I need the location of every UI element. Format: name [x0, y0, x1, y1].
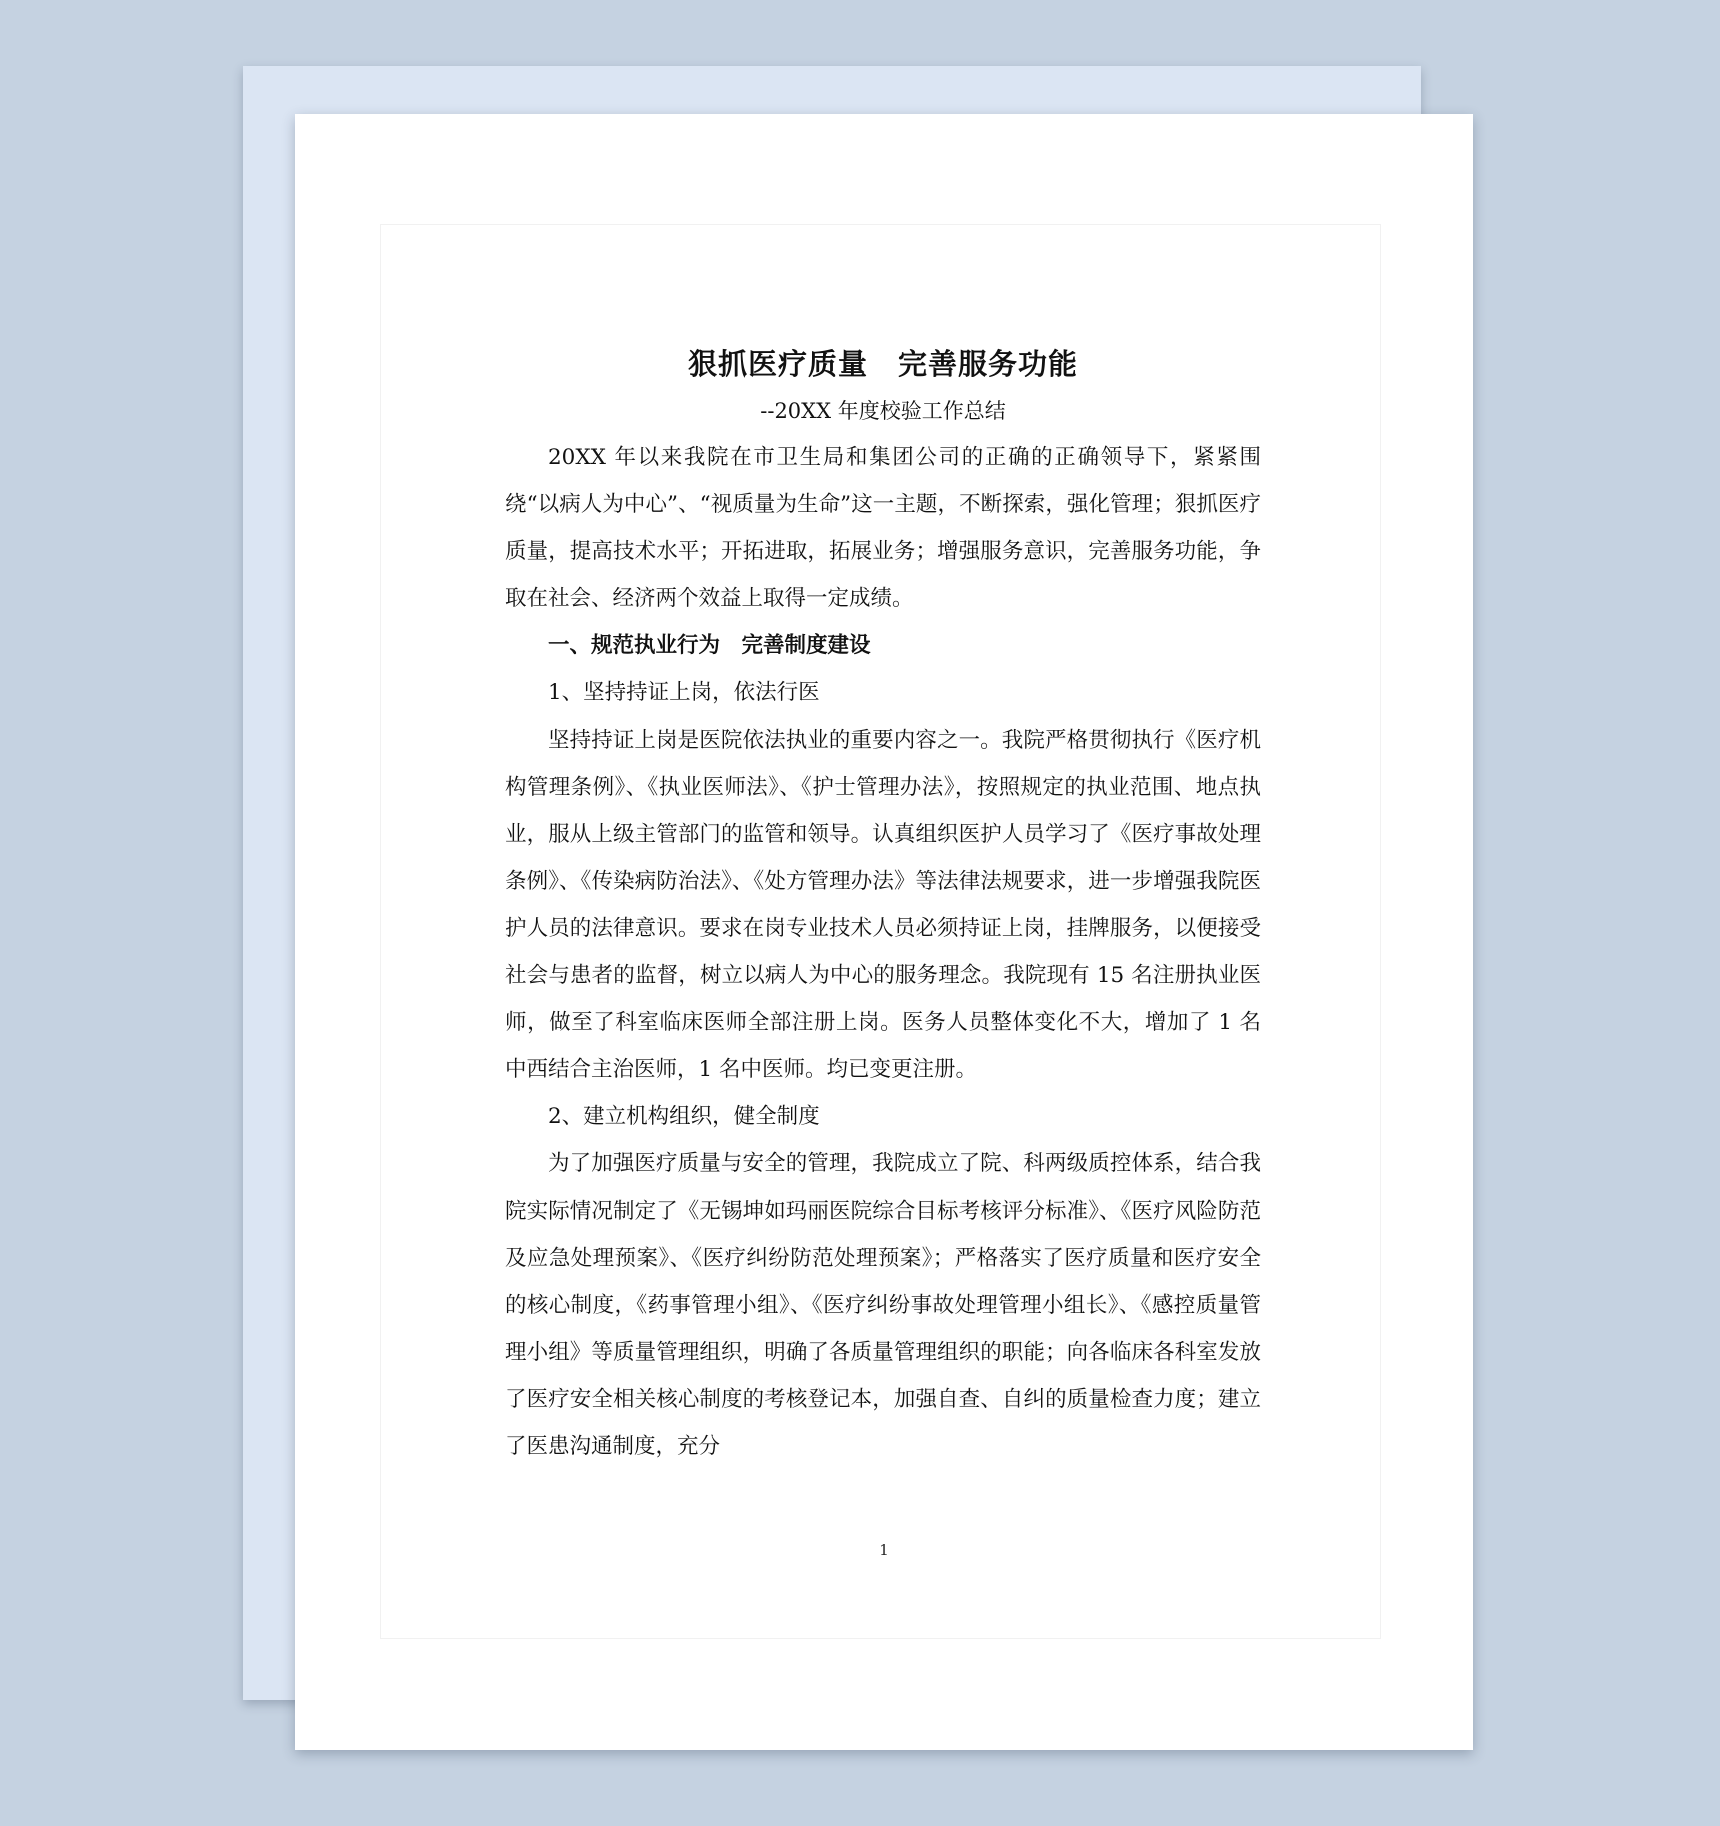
subsection-2-heading: 2、建立机构组织，健全制度 — [548, 1104, 820, 1130]
document-body — [505, 340, 1261, 1470]
page-number: 1 — [879, 1541, 889, 1559]
subsection-1-heading: 1、坚持持证上岗，依法行医 — [548, 680, 820, 706]
document-page — [295, 114, 1473, 1750]
section-1-heading: 一、规范执业行为 完善制度建设 — [548, 633, 871, 659]
intro-paragraph: 20XX 年以来我院在市卫生局和集团公司的正确的正确领导下，紧紧围绕“以病人为中心”、“视质量为生命”这一主题，不断探索，强化管理；狠抓医疗质量，提高技术水平；开拓进取，拓展业务；增强服务意识，完善服务功能，争取在社会、经济两个效益上取得一定成绩。 — [505, 445, 1261, 612]
document-title: 狠抓医疗质量 完善服务功能 — [687, 347, 1078, 381]
subsection-1-paragraph: 坚持持证上岗是医院依法执业的重要内容之一。我院严格贯彻执行《医疗机构管理条例》、《执业医师法》、《护士管理办法》，按照规定的执业范围、地点执业，服从上级主管部门的监管和领导。认真组织医护人员学习了《医疗事故处理条例》、《传染病防治法》、《处方管理办法》等法律法规要求，进一步增强我院医护人员的法律意识。要求在岗专业技术人员必须持证上岗，挂牌服务，以便接受社会与患者的监督，树立以病人为中心的服务理念。我院现有 15 名注册执业医师，做至了科室临床医师全部注册上岗。医务人员整体变化不大，增加了 1 名中西结合主治医师，1 名中医师。均已变更注册。 — [505, 727, 1261, 1083]
subsection-2-paragraph: 为了加强医疗质量与安全的管理，我院成立了院、科两级质控体系，结合我院实际情况制定了《无锡坤如玛丽医院综合目标考核评分标准》、《医疗风险防范及应急处理预案》、《医疗纠纷防范处理预案》；严格落实了医疗质量和医疗安全的核心制度，《药事管理小组》、《医疗纠纷事故处理管理小组长》、《感控质量管理小组》等质量管理组织，明确了各质量管理组织的职能；向各临床各科室发放了医疗安全相关核心制度的考核登记本，加强自查、自纠的质量检查力度；建立了医患沟通制度，充分 — [505, 1151, 1261, 1459]
document-subtitle: --20XX 年度校验工作总结 — [760, 399, 1006, 423]
